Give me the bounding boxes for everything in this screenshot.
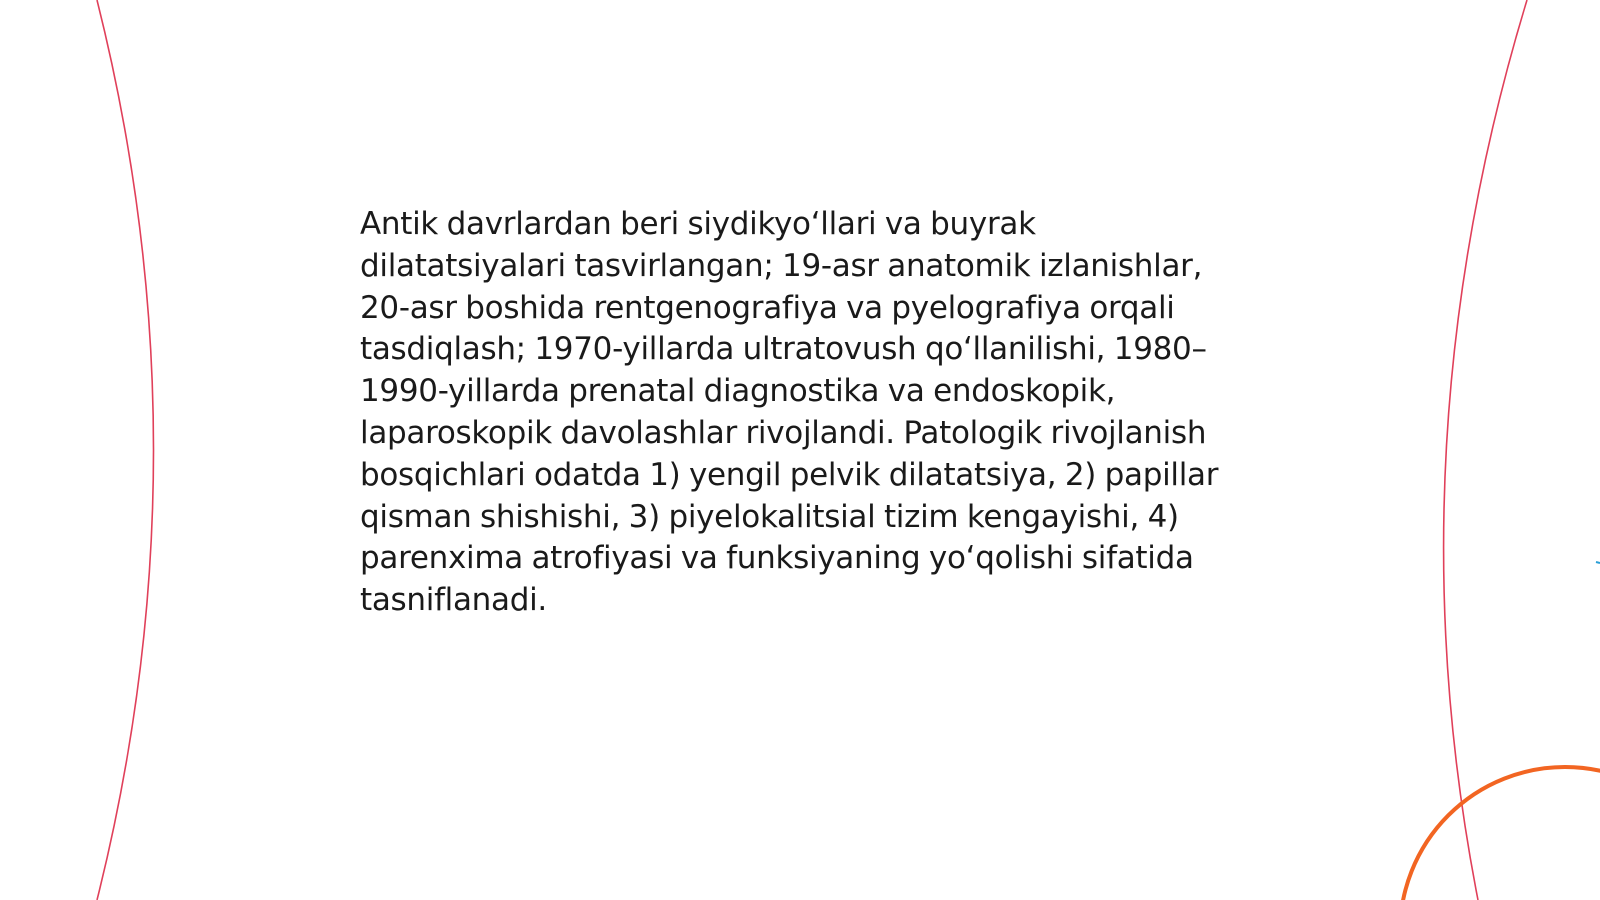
right-curve-line bbox=[1444, 0, 1527, 900]
slide-body-text: Antik davrlardan beri siydikyo‘llari va buyrak dilatatsiyalari tasvirlangan; 19-asr anatomik izlanishlar, 20-asr boshida rentgenografiya va pyelografiya orqali tasdiqlash; 1970-yillarda ultratovush qo‘llanilishi, 1980–1990-yillarda prenatal diagnostika va endoskopik, laparoskopik davolashlar rivojlandi. Patologik rivojlanish bosqichlari odatda 1) yengil pelvik dilatatsiya, 2) papillar qisman shishishi, 3) piyelokalitsial tizim kengayishi, 4) parenxima atrofiyasi va funksiyaning yo‘qolishi sifatida tasniflanadi. bbox=[360, 206, 1219, 619]
orange-circle-arc bbox=[1400, 767, 1600, 900]
left-curve-line bbox=[97, 0, 154, 900]
blue-accent-mark bbox=[1596, 562, 1600, 563]
